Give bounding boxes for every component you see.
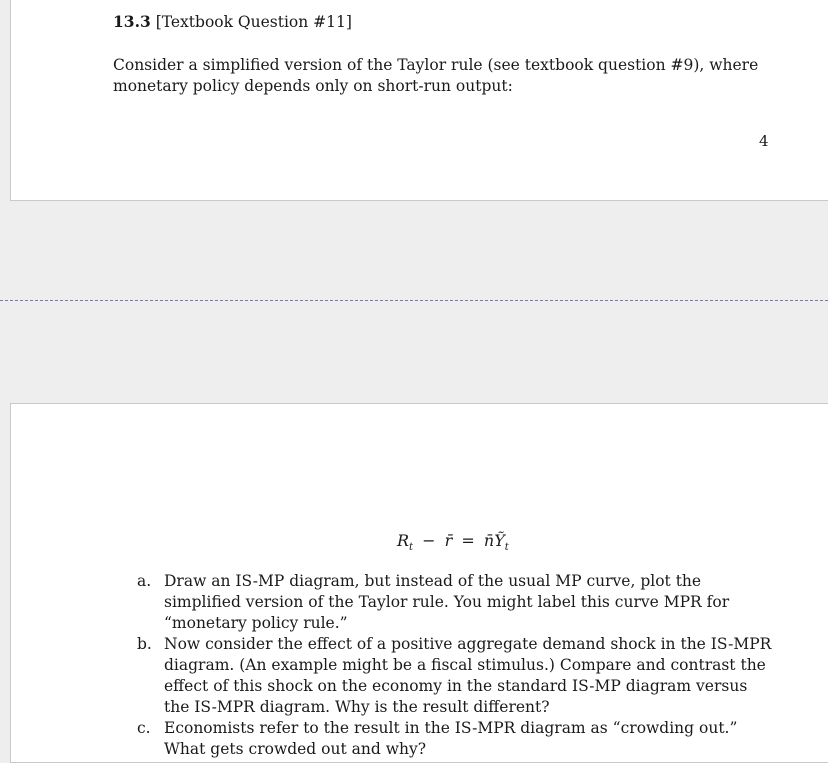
- list-marker: b.: [137, 635, 152, 653]
- eq-real-rate: r̄: [444, 531, 453, 550]
- list-marker: a.: [137, 572, 152, 590]
- question-number: 13.3: [113, 12, 151, 31]
- page-number: 4: [759, 132, 769, 150]
- eq-output-subscript: t: [504, 542, 509, 554]
- question-list: [137, 571, 777, 760]
- list-item: [137, 634, 777, 718]
- list-item: [137, 571, 777, 634]
- list-marker: c.: [137, 719, 151, 737]
- list-text: Draw an IS-MP diagram, but instead of the usual MP curve, plot the simplified version of the Taylor rule. You might label this curve MPR for “monetary policy rule.”: [164, 572, 730, 632]
- eq-subscript-t: t: [409, 542, 414, 554]
- list-text: Now consider the effect of a positive aggregate demand shock in the IS-MPR diagram. (An example might be a fiscal stimulus.) Compare and contrast the effect of this shock on the economy in the standard IS-MP diagram versus the IS-MPR diagram. Why is the result different?: [164, 635, 772, 716]
- list-item: [137, 718, 777, 760]
- eq-coefficient: n̄: [483, 531, 495, 550]
- page-top: [10, 0, 828, 201]
- page-bottom: [10, 403, 828, 763]
- list-text: Economists refer to the result in the IS-MPR diagram as “crowding out.” What gets crowded out and why?: [164, 719, 738, 758]
- page-break-divider: [0, 300, 828, 301]
- eq-output: Ỹ: [494, 531, 505, 550]
- eq-interest-rate: R: [397, 531, 410, 550]
- eq-minus: −: [422, 531, 436, 550]
- eq-equals: =: [461, 531, 475, 550]
- question-label: [Textbook Question #11]: [155, 13, 352, 31]
- taylor-rule-equation: [397, 531, 509, 553]
- question-heading: [113, 12, 352, 31]
- question-intro: Consider a simplified version of the Taylor rule (see textbook question #9), where monetary policy depends only on short-run output:: [113, 56, 759, 95]
